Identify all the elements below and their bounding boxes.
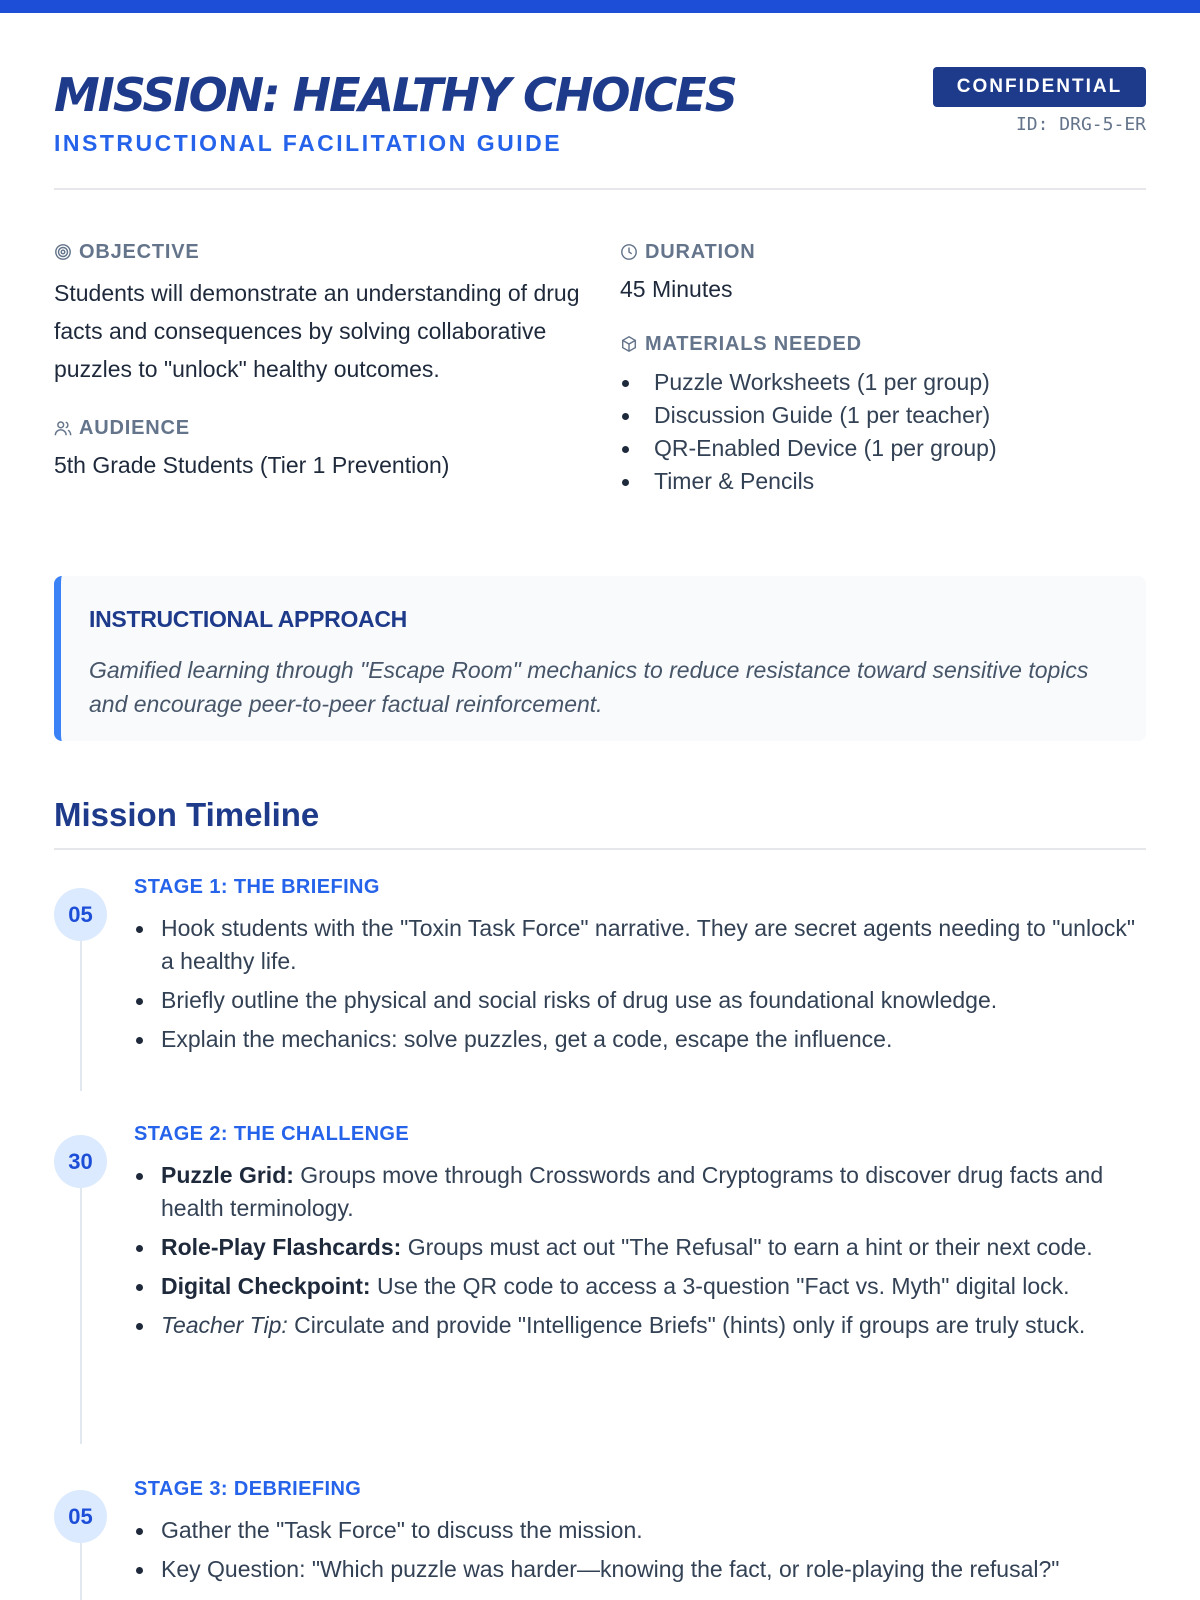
stage-content — [134, 1123, 1146, 1348]
timeline-connector — [80, 1543, 82, 1600]
stage-item — [134, 1309, 1146, 1342]
users-icon — [54, 419, 72, 437]
page-title: MISSION: HEALTHY CHOICES — [54, 68, 736, 122]
stage-content — [134, 1478, 1146, 1592]
stage-item-lead: Puzzle Grid: — [161, 1162, 294, 1188]
top-accent-bar — [0, 0, 1200, 13]
stage-item-text: Use the QR code to access a 3-question "Fact vs. Myth" digital lock. — [370, 1273, 1070, 1299]
clock-icon — [620, 243, 638, 261]
page-header — [54, 60, 1146, 190]
stage-title: STAGE 1: THE BRIEFING — [134, 876, 380, 898]
materials-item: Puzzle Worksheets (1 per group) — [620, 366, 1140, 399]
stage-item-text: Gather the "Task Force" to discuss the mission. — [161, 1517, 643, 1543]
materials-section — [620, 332, 1140, 498]
instructional-approach-callout — [54, 576, 1146, 741]
stage-item-text: Circulate and provide "Intelligence Briefs" (hints) only if groups are truly stuck. — [287, 1312, 1086, 1338]
duration-text: 45 Minutes — [620, 276, 733, 302]
timeline-connector — [80, 941, 82, 1091]
stage-minutes-badge: 05 — [54, 888, 107, 941]
stage-item — [134, 1159, 1146, 1225]
duration-heading — [620, 240, 1140, 264]
stage-item-lead: Digital Checkpoint: — [161, 1273, 371, 1299]
stage-list — [134, 912, 1146, 1056]
stage-item-text: Hook students with the "Toxin Task Force" narrative. They are secret agents needing to "unlock" a healthy life. — [161, 915, 1136, 974]
audience-text: 5th Grade Students (Tier 1 Prevention) — [54, 452, 450, 478]
materials-heading — [620, 332, 1140, 356]
objective-label: OBJECTIVE — [79, 240, 200, 263]
stage-item — [134, 1270, 1146, 1303]
stage-item — [134, 1514, 1146, 1547]
stage-item — [134, 1023, 1146, 1056]
document-id: ID: DRG-5-ER — [1015, 114, 1146, 135]
duration-label: DURATION — [645, 240, 756, 263]
objective-text: Students will demonstrate an understanding of drug facts and consequences by solving collaborative puzzles to "unlock" healthy outcomes. — [54, 280, 580, 382]
stage-item-lead: Role-Play Flashcards: — [161, 1234, 402, 1260]
stage-title: STAGE 2: THE CHALLENGE — [134, 1123, 410, 1145]
stage-content — [134, 876, 1146, 1062]
stage-minutes-badge: 30 — [54, 1135, 107, 1188]
stage-item — [134, 984, 1146, 1017]
timeline-connector — [80, 1188, 82, 1444]
audience-section — [54, 416, 594, 480]
stage-list — [134, 1159, 1146, 1342]
materials-label: MATERIALS NEEDED — [645, 332, 862, 355]
box-icon — [620, 335, 638, 353]
materials-item: Discussion Guide (1 per teacher) — [620, 399, 1140, 432]
audience-label: AUDIENCE — [79, 416, 190, 439]
stage-minutes-badge: 05 — [54, 1490, 107, 1543]
stage-item — [134, 1231, 1146, 1264]
audience-heading — [54, 416, 594, 440]
stage-item-text: Briefly outline the physical and social risks of drug use as foundational knowledge. — [161, 987, 998, 1013]
stage-item-lead: Teacher Tip: — [161, 1312, 288, 1338]
objective-heading — [54, 240, 594, 264]
materials-list — [620, 366, 1140, 498]
timeline-heading: Mission Timeline — [54, 796, 1146, 850]
stage-item — [134, 1553, 1146, 1586]
overview-right-column — [620, 240, 1140, 498]
stage-item-text: Groups move through Crosswords and Cryptograms to discover drug facts and health terminology. — [161, 1162, 1104, 1221]
approach-text: Gamified learning through "Escape Room" mechanics to reduce resistance toward sensitive topics and encourage peer-to-peer factual reinforcement. — [89, 657, 1089, 717]
stage-item — [134, 912, 1146, 978]
stage-item-text: Key Question: "Which puzzle was harder—knowing the fact, or role-playing the refusal?" — [161, 1556, 1060, 1582]
page-subtitle: INSTRUCTIONAL FACILITATION GUIDE — [54, 130, 563, 156]
stage-list — [134, 1514, 1146, 1586]
stage-item-text: Explain the mechanics: solve puzzles, get a code, escape the influence. — [161, 1026, 893, 1052]
materials-item: QR-Enabled Device (1 per group) — [620, 432, 1140, 465]
target-icon — [54, 243, 72, 261]
stage-item-text: Groups must act out "The Refusal" to earn a hint or their next code. — [401, 1234, 1093, 1260]
approach-title: INSTRUCTIONAL APPROACH — [89, 606, 407, 632]
overview-left-column — [54, 240, 594, 480]
confidential-badge: CONFIDENTIAL — [933, 67, 1146, 107]
materials-item: Timer & Pencils — [620, 465, 1140, 498]
stage-title: STAGE 3: DEBRIEFING — [134, 1478, 362, 1500]
